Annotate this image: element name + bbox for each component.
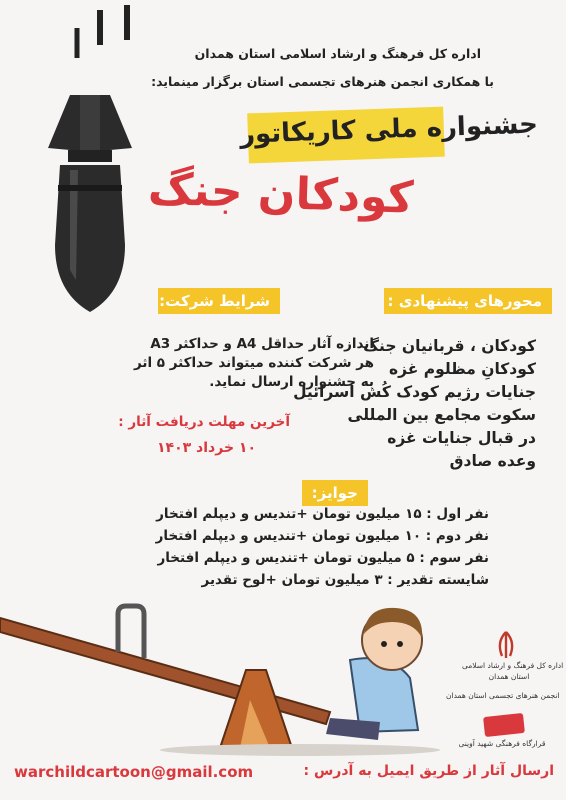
culture-center-logo (483, 713, 525, 737)
prize-item: نفر اول : ۱۵ میلیون تومان +تندیس و دیپلم افتخار (156, 506, 489, 522)
topic-item: جنایات رژیم کودک کُش اسرائیل (293, 383, 536, 401)
prize-item: شایسته تقدیر : ۳ میلیون تومان +لوح تقدیر (201, 572, 489, 588)
seesaw-child-illustration (0, 600, 440, 760)
topic-item: کودکان ، قربانیان جنگ (363, 337, 536, 355)
topics-label: محورهای پیشنهادی : (384, 288, 552, 314)
prizes-list (156, 503, 489, 591)
submission-instruction: ارسال آثار از طریق ایمیل به آدرس : (303, 763, 554, 779)
prize-item: نفر دوم : ۱۰ میلیون تومان +تندیس و دیپلم افتخار (155, 528, 489, 544)
prize-item: نفر سوم : ۵ میلیون تومان +تندیس و دیپلم افتخار (157, 550, 489, 566)
condition-line: اندازه آثار حداقل A4 و حداکثر A3 (150, 336, 374, 352)
ministry-logo-line1: اداره کل فرهنگ و ارشاد اسلامی (462, 661, 564, 670)
condition-line: هر شرکت کننده میتواند حداکثر ۵ اثر (133, 355, 374, 371)
condition-line: به جشنواره ارسال نماید. (209, 374, 374, 390)
topic-item: سکوت مجامع بین المللی (347, 406, 536, 424)
bomb-illustration (30, 0, 150, 320)
collaboration-line: با همکاری انجمن هنرهای تجسمی استان برگزار مینماید: (151, 74, 494, 89)
conditions-text (134, 335, 374, 392)
topic-item: وعده صادق (449, 452, 536, 470)
conditions-label: شرایط شرکت: (158, 288, 280, 314)
deadline-label: آخرین مهلت دریافت آثار : (118, 414, 290, 430)
culture-center-text: قرارگاه فرهنگی شهید آوینی (458, 739, 546, 748)
ministry-logo-line2: استان همدان (488, 672, 530, 681)
deadline-date: ۱۰ خرداد ۱۴۰۳ (157, 440, 256, 456)
topic-item: کودکانِ مظلوم غزه (388, 360, 536, 378)
topic-item: در قبال جنایات غزه (387, 429, 536, 447)
contact-email[interactable]: warchildcartoon@gmail.com (14, 763, 254, 781)
iran-emblem-icon (493, 630, 519, 660)
organizer-line: اداره کل فرهنگ و ارشاد اسلامی استان همدان (194, 46, 481, 61)
festival-subtitle: کودکان جنگ (147, 163, 415, 224)
prizes-label: جوایز: (302, 480, 368, 506)
festival-title: جشنواره ملی کاریکاتور (239, 109, 539, 150)
association-logo-text: انجمن هنرهای تجسمی استان همدان (446, 691, 560, 700)
